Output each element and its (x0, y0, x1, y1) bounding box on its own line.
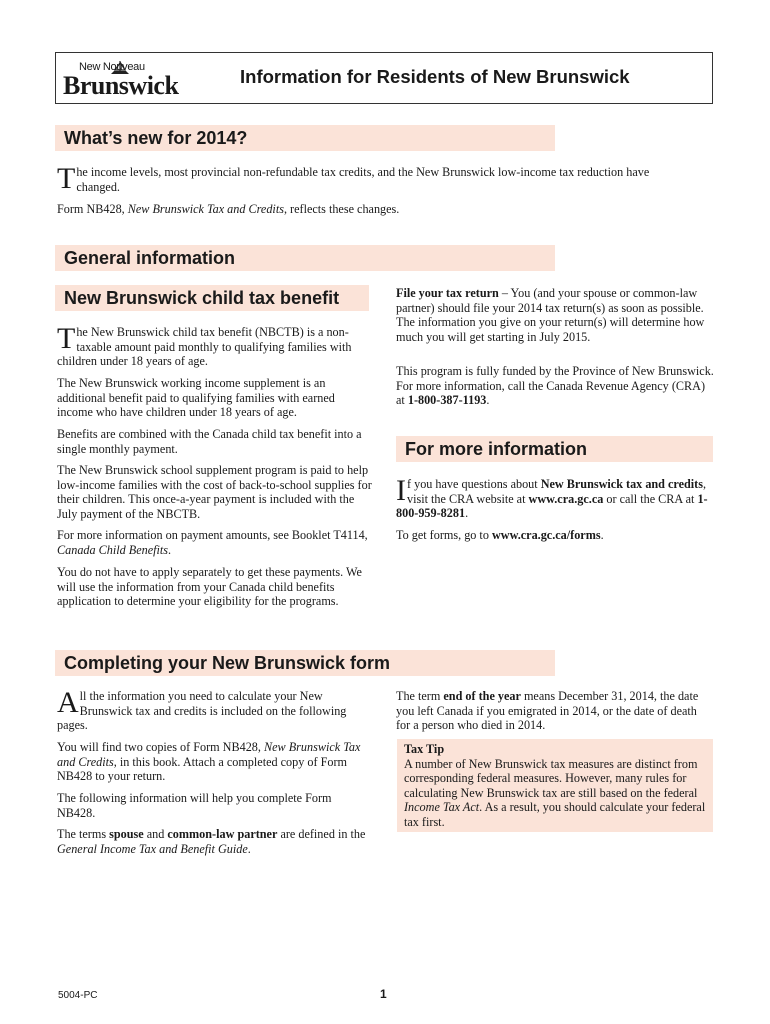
funding-para (396, 364, 714, 408)
child-benefit-para-1 (57, 322, 372, 369)
file-return-lead: File your tax return (396, 286, 499, 300)
text: . (247, 841, 251, 856)
text: , reflects these changes. (283, 202, 400, 216)
child-benefit-heading: New Brunswick child tax benefit (55, 285, 369, 311)
child-benefit-para-2: The New Brunswick working income supplement is an additional benefit paid to qualifying families with earned income who have children under 18 years of age. (57, 376, 335, 420)
completing-para-4 (57, 827, 372, 856)
child-benefit-para-6: You do not have to apply separately to get these payments. We will use the information from your Canada child benefits application to determine your eligibility for the programs. (57, 565, 362, 609)
more-info-para-2 (396, 528, 714, 543)
bold-text: New Brunswick tax and credits (540, 477, 703, 491)
whats-new-para-1 (57, 162, 677, 195)
general-info-heading: General information (55, 245, 555, 271)
drop-cap: T (57, 162, 76, 195)
text: f you have questions about (407, 477, 541, 491)
guide-name: General Income Tax and Benefit Guide (57, 841, 248, 856)
text: . (600, 528, 604, 542)
page-title: Information for Residents of New Brunswick (240, 66, 630, 87)
whats-new-text: he income levels, most provincial non-refundable tax credits, and the New Brunswick low-income tax reduction have changed. (76, 165, 650, 194)
whats-new-para-2 (57, 202, 677, 217)
booklet-name: Canada Child Benefits (57, 542, 169, 557)
text: . (486, 393, 490, 408)
text: The term (396, 689, 444, 703)
cra-phone: 1-800-387-1193 (407, 393, 487, 408)
text: This program is fully funded by the Province of New Brunswick. For more information, call the Canada Revenue Agency (CRA) at (396, 364, 714, 408)
more-info-heading: For more information (396, 436, 713, 462)
form-code: 5004-PC (58, 990, 98, 1001)
cra-phone: 1-800-959-8281 (396, 491, 708, 521)
bold-term: common-law partner (167, 827, 278, 841)
text: he New Brunswick child tax benefit (NBCTB) is a non-taxable amount paid monthly to qualifying families with children under 18 years of age. (57, 325, 352, 369)
drop-cap: T (57, 322, 76, 355)
tax-tip-text (404, 757, 706, 830)
logo-big-text: Brunswick (63, 71, 179, 100)
text: , in this book. Attach a completed copy of Form NB428 to your return. (57, 754, 347, 784)
text: are defined in the (277, 827, 366, 841)
more-info-para-1 (396, 474, 714, 521)
end-of-year-para (396, 689, 714, 733)
text: . (168, 542, 172, 557)
cra-website-link[interactable]: www.cra.gc.ca (528, 491, 604, 506)
text: or call the CRA at (603, 491, 698, 506)
bold-term: end of the year (443, 689, 521, 703)
drop-cap: I (396, 474, 406, 507)
new-brunswick-logo (63, 58, 183, 102)
file-return-para (396, 286, 714, 344)
bold-term: spouse (109, 827, 144, 841)
text: , visit the CRA website at (407, 477, 707, 506)
text: To get forms, go to (396, 528, 492, 542)
text: Form NB428, (57, 202, 128, 216)
completing-para-1 (57, 686, 372, 733)
text: . (465, 506, 469, 521)
tax-tip-label: Tax Tip (404, 742, 445, 756)
tax-tip-box (397, 739, 713, 832)
whats-new-heading: What’s new for 2014? (55, 125, 555, 151)
forms-link[interactable]: www.cra.gc.ca/forms (491, 528, 601, 542)
form-name: New Brunswick Tax and Credits (57, 740, 361, 769)
completing-heading: Completing your New Brunswick form (55, 650, 555, 676)
child-benefit-para-5 (57, 528, 372, 557)
text: ll the information you need to calculate your New Brunswick tax and credits is included on the following pages. (57, 689, 347, 733)
drop-cap: A (57, 686, 79, 719)
text: The terms (57, 827, 110, 841)
child-benefit-para-4: The New Brunswick school supplement program is paid to help low-income families with the cost of back-to-school supplies for their children. This once-a-year payment is included with the July payment of the NBCTB. (57, 463, 372, 521)
page-number: 1 (380, 987, 387, 1001)
child-benefit-para-3: Benefits are combined with the Canada child tax benefit into a single monthly payment. (57, 427, 362, 456)
form-name: New Brunswick Tax and Credits (127, 202, 284, 216)
text: . As a result, you should calculate your federal tax first. (404, 800, 706, 829)
text: You will find two copies of Form NB428, (57, 740, 264, 754)
completing-para-3: The following information will help you complete Form NB428. (57, 791, 332, 820)
text: and (143, 827, 168, 841)
text: A number of New Brunswick tax measures are distinct from corresponding federal measures. However, many rules for calculating New Brunswick tax are still based on the federal (404, 756, 698, 800)
text: – You (and your spouse or common-law partner) should file your 2014 tax return(s) as soon as possible. The information you give on your return(s) will determine how much you will get starting in July 2015. (396, 286, 705, 344)
text: means December 31, 2014, the date you left Canada if you emigrated in 2014, or the date of death for a person who died in 2014. (396, 689, 699, 733)
act-name: Income Tax Act (404, 800, 480, 815)
logo-small-text: New Nouveau (79, 61, 145, 73)
tax-tip-title (404, 742, 706, 757)
completing-para-2 (57, 740, 372, 784)
text: For more information on payment amounts, see Booklet T4114, (57, 528, 368, 542)
